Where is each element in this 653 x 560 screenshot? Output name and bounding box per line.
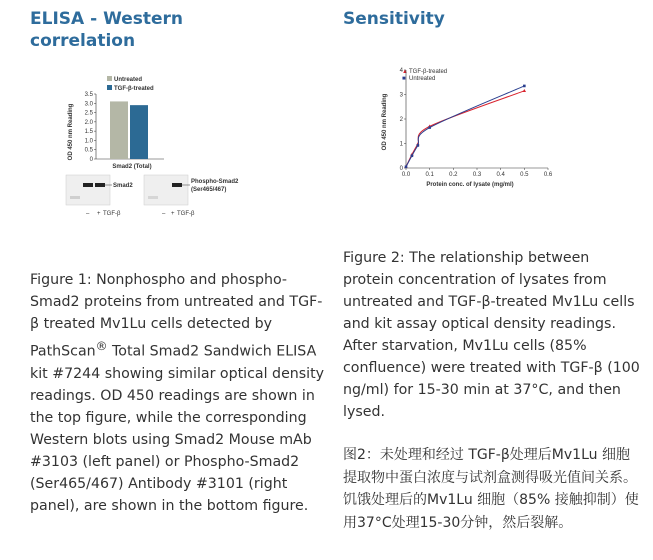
legend-swatch-treated <box>107 85 112 90</box>
y-axis-label: OD 450 nm Reading <box>382 93 388 151</box>
heading-line-1: ELISA - Western <box>30 9 183 29</box>
bar-untreated <box>110 101 128 159</box>
y-tick-label: 1.5 <box>84 129 93 136</box>
legend-label-untreated: Untreated <box>409 76 436 82</box>
sensitivity-heading: Sensitivity <box>343 9 445 29</box>
x-tick-label: 0.3 <box>472 172 482 178</box>
y-tick-label: 4 <box>399 68 403 74</box>
series <box>404 85 526 168</box>
blot-band-treated <box>95 183 105 187</box>
y-tick-label: 3.0 <box>84 101 93 108</box>
x-tick-label: 0.5 <box>520 172 529 178</box>
y-tick-label: 3.5 <box>84 92 93 98</box>
series-line-untreated <box>406 86 524 167</box>
y-tick-label: 2 <box>399 117 403 123</box>
figure-1-elisa-bar-chart-and-blots <box>58 72 288 252</box>
y-tick-label: 0 <box>89 157 93 163</box>
western-blot-left <box>66 175 110 205</box>
bar-treated <box>130 105 148 159</box>
blot-label-smad2: Smad2 <box>113 183 133 189</box>
x-tick-label: 0.6 <box>543 172 553 178</box>
lane-plus-left: + <box>97 211 101 217</box>
point-untreated <box>405 165 408 168</box>
series-line-treated <box>406 91 524 167</box>
lane-plus-right: + <box>171 211 175 217</box>
elisa-western-heading <box>30 8 280 52</box>
figure-1-caption <box>30 269 328 517</box>
y-tick-label: 3 <box>399 92 403 99</box>
bars <box>110 101 148 159</box>
point-treated <box>523 89 526 92</box>
legend-marker-untreated: ■ <box>402 76 406 82</box>
point-untreated <box>417 144 420 147</box>
legend-label-treated: TGF-β-treated <box>114 86 154 92</box>
point-untreated <box>523 85 526 88</box>
blot-band-phospho <box>172 183 182 187</box>
x-tick-label: 0.0 <box>401 172 411 178</box>
legend-swatch-untreated <box>107 76 112 81</box>
figure-2-sensitivity-line-chart <box>378 60 558 194</box>
x-tick-label: 0.1 <box>425 172 434 178</box>
axes <box>400 68 553 178</box>
western-blot-right <box>144 175 188 205</box>
lane-label-left: TGF-β <box>103 211 121 217</box>
x-tick-label: 0.4 <box>496 172 505 178</box>
y-tick-label: 1.0 <box>84 138 93 145</box>
blot-label-phospho-smad2: Phospho-Smad2 <box>191 179 239 185</box>
lane-minus-left: – <box>86 211 90 217</box>
blot-label-ser465: (Ser465/467) <box>191 187 227 193</box>
x-category-label: Smad2 (Total) <box>112 164 152 170</box>
y-axis-label: OD 450 nm Reading <box>68 103 74 161</box>
point-untreated <box>411 154 414 157</box>
x-axis-label: Protein conc. of lysate (mg/ml) <box>426 182 514 188</box>
figure-2-caption: Figure 2: The relationship between protein concentration of lysates from untreated and TGF-β-treated Mv1Lu cells and kit assay optical density readings. After starvation, Mv1Lu cells (85% confluence) were treated with TGF-β (100 ng/ml) for 15-30 min at 37°C, and then lysed. <box>343 250 640 420</box>
y-tick-label: 1 <box>399 141 403 148</box>
caption-part-2: Total Smad2 Sandwich ELISA kit #7244 showing similar optical density readings. OD 450 readings are shown in the top figure, while the corresponding Western blots using Smad2 Mouse mAb #3103 (left panel) or Phospho-Smad2 (Ser465/467) Antibody #3101 (right panel), are shown in the bottom figure. <box>30 343 325 514</box>
heading-line-2: correlation <box>30 31 136 51</box>
point-untreated <box>428 126 431 129</box>
legend-marker-treated: ▲ <box>402 69 408 75</box>
y-tick-label: 0 <box>399 166 403 172</box>
y-tick-label: 2.5 <box>84 110 93 117</box>
x-tick-label: 0.2 <box>449 172 458 178</box>
y-tick-label: 0.5 <box>84 147 93 154</box>
blot-band-faint-right <box>148 196 158 199</box>
registered-mark: ® <box>95 339 108 353</box>
blot-band-untreated <box>83 183 93 187</box>
caption-part-1: Figure 1: Nonphospho and phospho-Smad2 proteins from untreated and TGF-β treated Mv1Lu cells detected by PathScan <box>30 272 323 360</box>
y-tick-label: 2.0 <box>84 119 93 126</box>
legend-label-untreated: Untreated <box>114 77 143 83</box>
legend <box>399 68 448 82</box>
legend-label-treated: TGF-β-treated <box>409 69 448 75</box>
lane-minus-right: – <box>162 211 166 217</box>
figure-2-caption-chinese: 图2：未处理和经过 TGF-β处理后Mv1Lu 细胞提取物中蛋白浓度与试剂盒测得吸光值间关系。饥饿处理后的Mv1Lu 细胞（85% 接触抑制）使用37°C处理15-30分钟，然后裂解。 <box>343 447 639 531</box>
blot-band-faint <box>70 196 80 199</box>
lane-label-right: TGF-β <box>177 211 195 217</box>
